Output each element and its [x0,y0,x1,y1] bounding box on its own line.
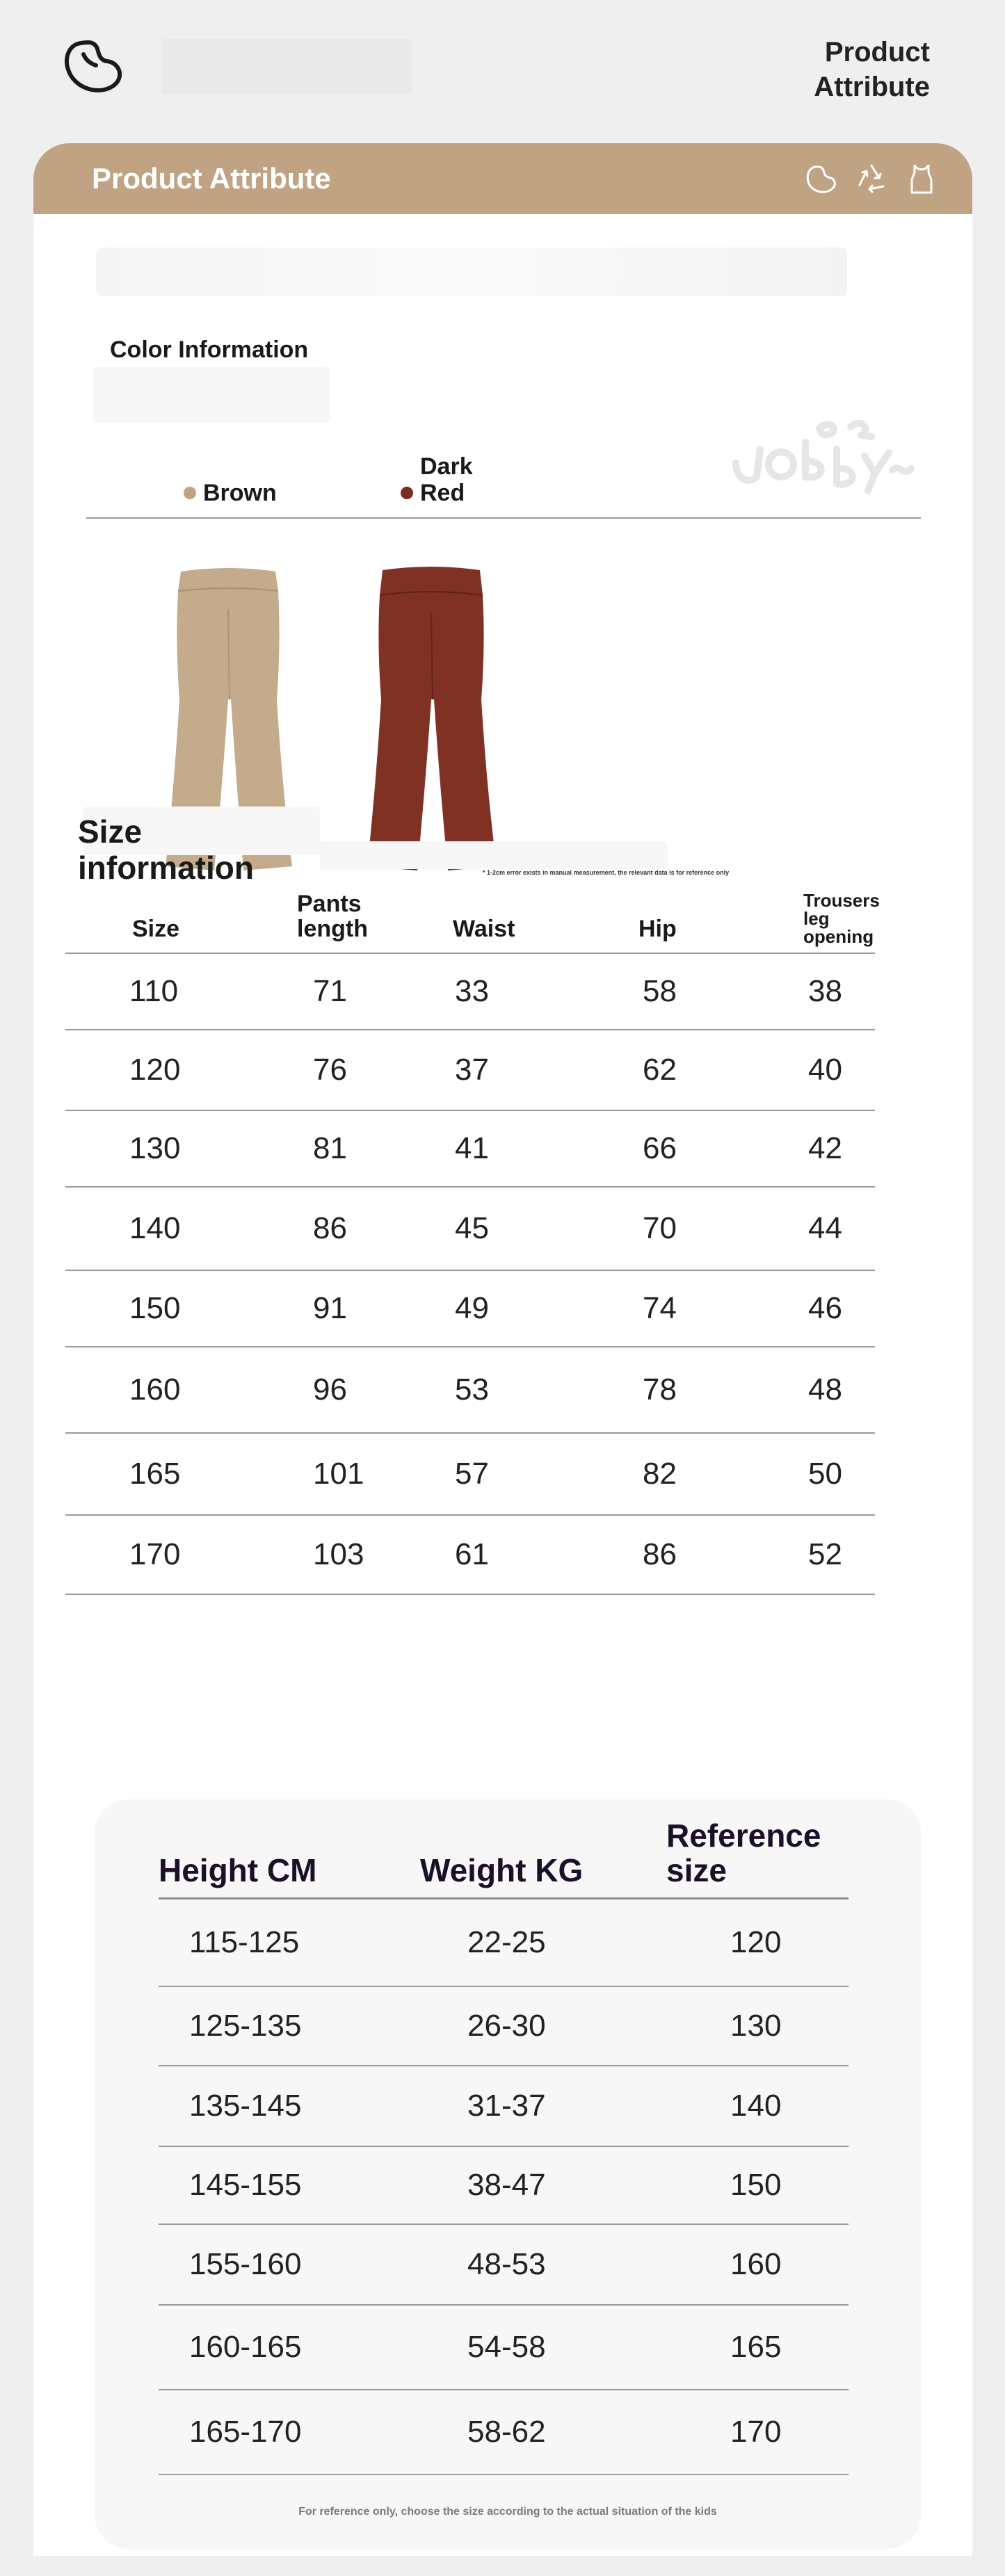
table-cell: 165 [129,1457,181,1491]
table-cell: 38 [808,974,842,1008]
table-cell: 53 [455,1372,489,1407]
column-header: Size [132,916,180,942]
table-cell: 58 [643,974,677,1008]
reference-table-body [159,1899,849,2475]
table-cell: 71 [313,974,347,1008]
card-header [33,143,972,214]
table-cell: 54-58 [467,2330,546,2364]
table-cell: 37 [455,1053,489,1087]
reference-table-header [159,1817,849,1899]
table-cell: 165 [730,2330,782,2364]
table-row [159,2390,849,2475]
column-header: Pants length [297,891,368,942]
table-cell: 130 [730,2009,782,2043]
table-cell: 82 [643,1457,677,1491]
size-table-header [65,882,880,954]
table-row [159,1899,849,1987]
table-cell: 120 [129,1053,181,1087]
table-cell: 120 [730,1925,782,1959]
table-cell: 42 [808,1131,842,1165]
bean-icon [804,161,839,196]
table-cell: 135-145 [189,2089,302,2123]
column-header: Weight KG [420,1852,584,1888]
color-option-dark-red[interactable] [401,453,497,506]
blurred-size-note [320,841,668,869]
table-cell: 96 [313,1372,347,1407]
table-cell: 78 [643,1372,677,1407]
brand-logo-icon [60,33,127,100]
table-cell: 150 [129,1291,181,1325]
table-cell: 140 [730,2089,782,2123]
size-table-body [65,954,875,1595]
table-cell: 26-30 [467,2009,546,2043]
reference-size-panel [95,1799,921,2549]
table-cell: 76 [313,1053,347,1087]
table-cell: 57 [455,1457,489,1491]
table-cell: 44 [808,1211,842,1245]
table-cell: 165-170 [189,2415,302,2449]
color-section-title: Color Information [110,337,309,363]
table-cell: 115-125 [189,1925,300,1959]
table-row [159,2306,849,2390]
table-cell: 145-155 [189,2168,302,2202]
table-row [65,1434,875,1516]
table-cell: 50 [808,1457,842,1491]
table-cell: 101 [313,1457,364,1491]
table-row [65,1030,875,1111]
table-cell: 61 [455,1537,489,1571]
table-row [159,1987,849,2066]
color-option-brown[interactable] [184,480,277,506]
table-cell: 66 [643,1131,677,1165]
table-cell: 62 [643,1053,677,1087]
table-cell: 130 [129,1131,181,1165]
dark-red-pants-image [362,560,501,880]
table-cell: 45 [455,1211,489,1245]
table-cell: 41 [455,1131,489,1165]
color-dot [401,487,413,499]
table-cell: 74 [643,1291,677,1325]
page-title: Product Attribute [814,37,930,102]
table-cell: 150 [730,2168,782,2202]
table-cell: 160 [129,1372,181,1407]
table-cell: 52 [808,1537,842,1571]
search-bar-placeholder [161,39,412,95]
color-name: Brown [203,480,277,506]
table-cell: 48 [808,1372,842,1407]
table-cell: 38-47 [467,2168,546,2202]
table-cell: 81 [313,1131,347,1165]
column-header: Trousers leg opening [803,890,880,947]
divider [86,517,921,519]
blurred-subtitle [93,367,330,423]
table-cell: 91 [313,1291,347,1325]
size-section-title: Size information [78,813,254,886]
table-cell: 48-53 [467,2247,546,2281]
card-header-title: Product Attribute [92,162,331,195]
table-cell: 86 [643,1537,677,1571]
reference-table [159,1817,849,2475]
reference-note: For reference only, choose the size according to the actual situation of the kids [298,2506,717,2518]
table-cell: 46 [808,1291,842,1325]
column-header: Reference size [666,1817,821,1888]
column-header: Waist [453,916,515,942]
column-header: Hip [638,916,677,942]
table-cell: 110 [129,974,179,1008]
table-row [65,1111,875,1188]
table-cell: 70 [643,1211,677,1245]
color-dot [184,487,196,499]
size-table [65,882,880,1595]
table-cell: 86 [313,1211,347,1245]
blurred-banner [96,248,847,296]
table-cell: 170 [129,1537,181,1571]
table-row [65,1271,875,1347]
header-icons [804,161,939,196]
color-name: Dark Red [420,453,473,506]
recycle-icon [854,161,889,196]
table-cell: 40 [808,1053,842,1087]
table-cell: 31-37 [467,2089,546,2123]
table-cell: 22-25 [467,1925,546,1959]
size-disclaimer: * 1-2cm error exists in manual measurement, the relevant data is for reference only [483,869,730,876]
table-cell: 33 [455,974,489,1008]
table-cell: 58-62 [467,2415,546,2449]
table-cell: 160-165 [189,2330,302,2364]
table-row [159,2066,849,2147]
table-cell: 155-160 [189,2247,302,2281]
table-row [65,1516,875,1595]
column-header: Height CM [159,1852,317,1888]
table-cell: 160 [730,2247,782,2281]
table-cell: 125-135 [189,2009,302,2043]
table-row [65,1188,875,1271]
color-options [33,449,972,512]
table-cell: 170 [730,2415,782,2449]
table-row [65,1347,875,1434]
table-row [159,2225,849,2306]
table-cell: 49 [455,1291,489,1325]
tank-top-icon [904,161,939,196]
table-row [159,2147,849,2225]
table-cell: 103 [313,1537,364,1571]
table-cell: 140 [129,1211,181,1245]
table-row [65,954,875,1030]
